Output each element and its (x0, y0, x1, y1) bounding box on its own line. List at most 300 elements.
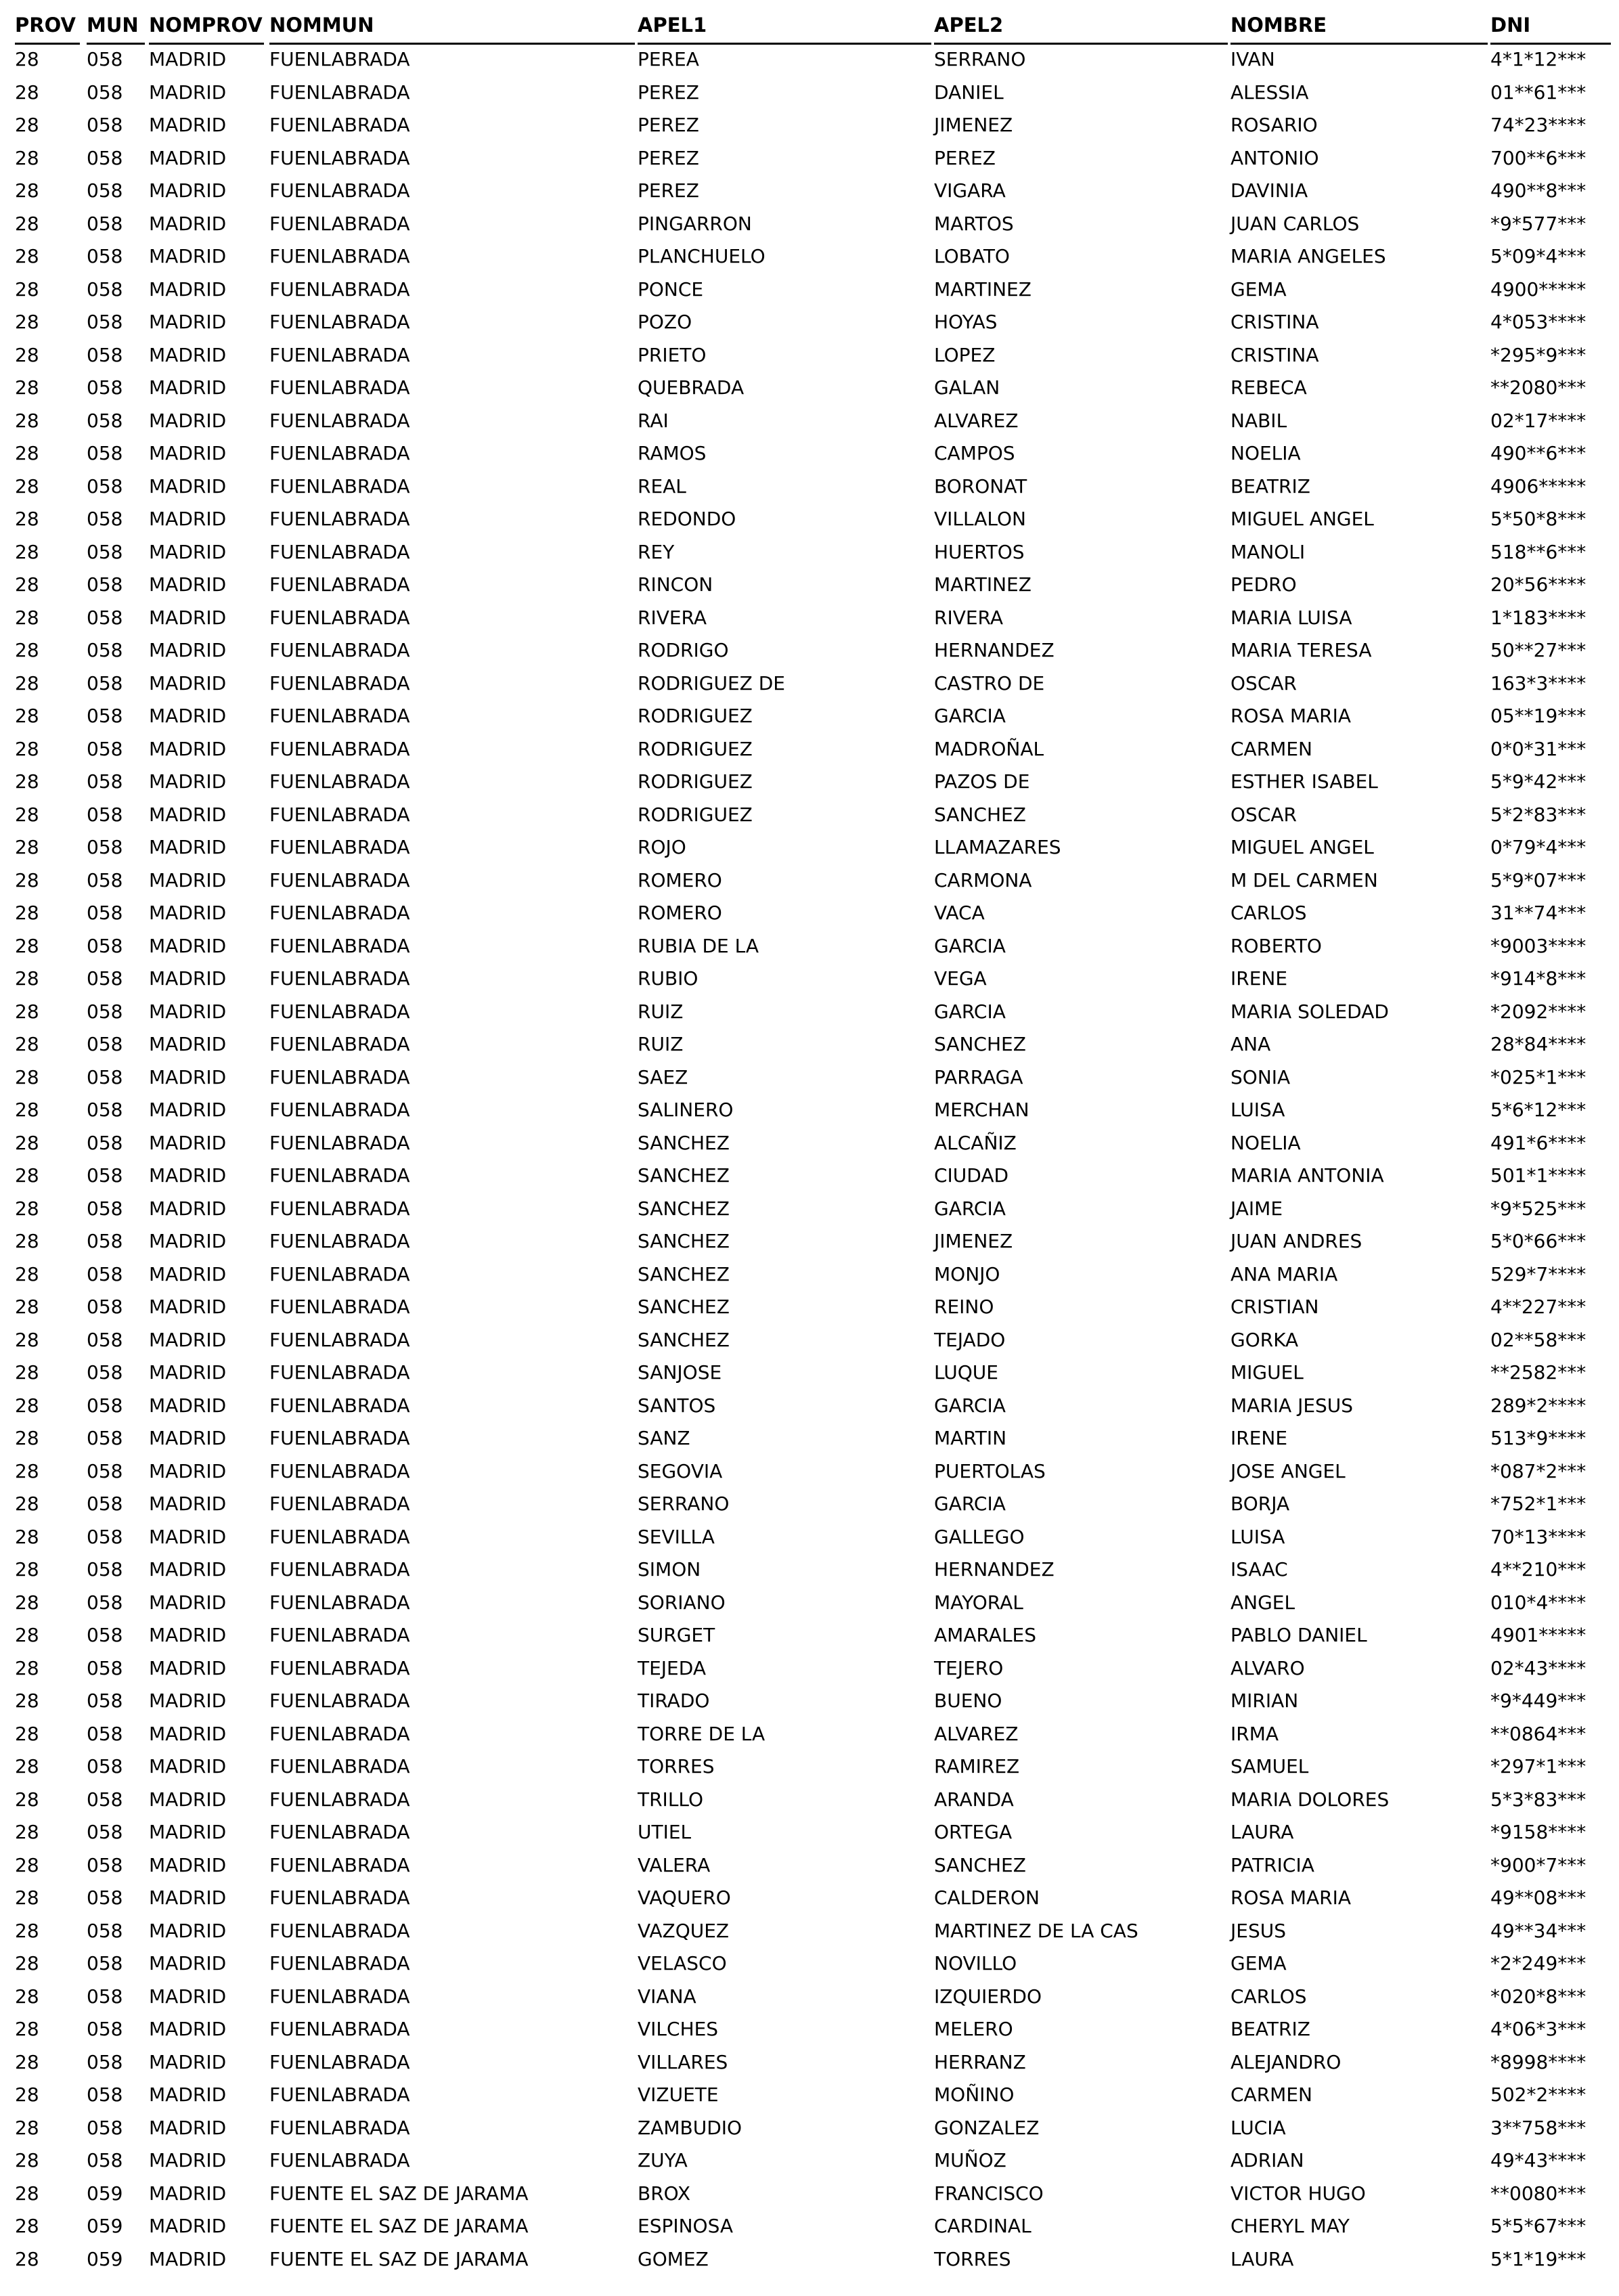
mun-cell: 058 (87, 2018, 123, 2040)
nombre-cell: ALESSIA (1230, 81, 1309, 104)
dni-cell: *295*9*** (1490, 343, 1587, 366)
table-row (9, 1390, 1612, 1423)
prov-cell: 28 (15, 1459, 39, 1482)
nombre-cell: MANOLI (1230, 540, 1306, 563)
nommun-cell: FUENLABRADA (269, 1427, 410, 1449)
nombre-cell: CRISTIAN (1230, 1296, 1319, 1318)
nombre-cell: MIGUEL ANGEL (1230, 508, 1374, 530)
nommun-cell: FUENLABRADA (269, 1755, 410, 1778)
nomprov-cell: MADRID (149, 1985, 227, 2008)
table-row (9, 1816, 1612, 1849)
apel1-cell: SEVILLA (638, 1525, 715, 1548)
prov-cell: 28 (15, 179, 39, 202)
prov-cell: 28 (15, 2050, 39, 2073)
nombre-cell: BORJA (1230, 1493, 1290, 1515)
mun-cell: 058 (87, 1099, 123, 1121)
table-row (9, 1784, 1612, 1817)
mun-cell: 058 (87, 442, 123, 464)
mun-cell: 058 (87, 1459, 123, 1482)
apel1-cell: VALERA (638, 1853, 711, 1876)
apel1-cell: SANCHEZ (638, 1262, 730, 1285)
nommun-cell: FUENLABRADA (269, 1853, 410, 1876)
dni-cell: 4*06*3*** (1490, 2018, 1587, 2040)
dni-cell: 4**210*** (1490, 1558, 1587, 1581)
mun-cell: 058 (87, 1427, 123, 1449)
dni-cell: *900*7*** (1490, 1853, 1587, 1876)
apel1-cell: GOMEZ (638, 2247, 709, 2270)
prov-cell: 28 (15, 343, 39, 366)
apel2-cell: CARDINAL (934, 2215, 1032, 2237)
nomprov-cell: MADRID (149, 1328, 227, 1351)
nommun-cell: FUENLABRADA (269, 639, 410, 661)
table-row (9, 1619, 1612, 1652)
nommun-cell: FUENLABRADA (269, 1131, 410, 1154)
dni-cell: 49*43**** (1490, 2149, 1587, 2171)
prov-cell: 28 (15, 1853, 39, 1876)
prov-cell: 28 (15, 1493, 39, 1515)
nomprov-cell: MADRID (149, 1427, 227, 1449)
column-header-nommun: NOMMUN (269, 7, 635, 43)
prov-cell: 28 (15, 770, 39, 793)
dni-cell: 49**08*** (1490, 1886, 1587, 1909)
mun-cell: 058 (87, 671, 123, 694)
apel2-cell: ALVAREZ (934, 409, 1019, 432)
nombre-cell: ADRIAN (1230, 2149, 1304, 2171)
apel1-cell: VAZQUEZ (638, 1919, 730, 1942)
nommun-cell: FUENLABRADA (269, 1361, 410, 1384)
nombre-cell: GEMA (1230, 278, 1287, 301)
dni-cell: 490**6*** (1490, 442, 1587, 464)
apel1-cell: PLANCHUELO (638, 245, 766, 267)
dni-cell: 02**58*** (1490, 1328, 1587, 1351)
nombre-cell: NOELIA (1230, 442, 1301, 464)
apel1-cell: SANCHEZ (638, 1230, 730, 1252)
apel1-cell: SURGET (638, 1624, 715, 1646)
nommun-cell: FUENLABRADA (269, 573, 410, 596)
mun-cell: 058 (87, 1065, 123, 1088)
nomprov-cell: MADRID (149, 2018, 227, 2040)
nombre-cell: VICTOR HUGO (1230, 2182, 1366, 2205)
nombre-cell: MARIA LUISA (1230, 606, 1352, 629)
apel2-cell: SANCHEZ (934, 1853, 1026, 1876)
nombre-cell: JOSE ANGEL (1230, 1459, 1346, 1482)
apel1-cell: SANTOS (638, 1394, 716, 1417)
apel1-cell: SERRANO (638, 1493, 730, 1515)
table-row (9, 2243, 1612, 2276)
mun-cell: 058 (87, 573, 123, 596)
dni-cell: 05**19*** (1490, 705, 1587, 727)
nommun-cell: FUENLABRADA (269, 278, 410, 301)
nommun-cell: FUENLABRADA (269, 409, 410, 432)
prov-cell: 28 (15, 1164, 39, 1187)
dni-cell: *752*1*** (1490, 1493, 1587, 1515)
nomprov-cell: MADRID (149, 1788, 227, 1811)
prov-cell: 28 (15, 671, 39, 694)
apel1-cell: TIRADO (638, 1690, 710, 1712)
prov-cell: 28 (15, 1262, 39, 1285)
nombre-cell: JESUS (1230, 1919, 1286, 1942)
nomprov-cell: MADRID (149, 1099, 227, 1121)
prov-cell: 28 (15, 1591, 39, 1614)
apel2-cell: GALLEGO (934, 1525, 1025, 1548)
apel2-cell: PAZOS DE (934, 770, 1030, 793)
nombre-cell: PEDRO (1230, 573, 1297, 596)
table-row (9, 1455, 1612, 1488)
nomprov-cell: MADRID (149, 1296, 227, 1318)
nommun-cell: FUENLABRADA (269, 2083, 410, 2106)
table-row (9, 1915, 1612, 1948)
table-row (9, 799, 1612, 832)
dni-cell: 5*9*07*** (1490, 868, 1587, 891)
mun-cell: 058 (87, 1361, 123, 1384)
dni-cell: *9*449*** (1490, 1690, 1587, 1712)
apel1-cell: PINGARRON (638, 212, 752, 235)
apel1-cell: PEREZ (638, 179, 699, 202)
apel2-cell: HERNANDEZ (934, 639, 1055, 661)
apel1-cell: RODRIGUEZ (638, 803, 753, 826)
nommun-cell: FUENLABRADA (269, 868, 410, 891)
mun-cell: 058 (87, 343, 123, 366)
table-row (9, 503, 1612, 536)
dni-cell: 490**8*** (1490, 179, 1587, 202)
nommun-cell: FUENLABRADA (269, 1690, 410, 1712)
dni-cell: 5*0*66*** (1490, 1230, 1587, 1252)
nombre-cell: NABIL (1230, 409, 1287, 432)
dni-cell: *025*1*** (1490, 1065, 1587, 1088)
apel2-cell: VEGA (934, 967, 987, 990)
apel1-cell: RODRIGUEZ DE (638, 671, 785, 694)
prov-cell: 28 (15, 2247, 39, 2270)
mun-cell: 058 (87, 245, 123, 267)
nomprov-cell: MADRID (149, 803, 227, 826)
nommun-cell: FUENLABRADA (269, 2018, 410, 2040)
mun-cell: 058 (87, 1230, 123, 1252)
apel1-cell: REDONDO (638, 508, 736, 530)
nommun-cell: FUENLABRADA (269, 1624, 410, 1646)
table-row (9, 1193, 1612, 1226)
mun-cell: 058 (87, 409, 123, 432)
prov-cell: 28 (15, 2083, 39, 2106)
table-row (9, 634, 1612, 667)
nomprov-cell: MADRID (149, 1886, 227, 1909)
nommun-cell: FUENLABRADA (269, 934, 410, 957)
apel2-cell: DANIEL (934, 81, 1004, 104)
table-row (9, 1028, 1612, 1061)
apel1-cell: ESPINOSA (638, 2215, 734, 2237)
apel2-cell: GARCIA (934, 934, 1006, 957)
dni-cell: **2080*** (1490, 376, 1587, 399)
prov-cell: 28 (15, 803, 39, 826)
apel1-cell: SANCHEZ (638, 1197, 730, 1220)
apel2-cell: GALAN (934, 376, 1000, 399)
nombre-cell: M DEL CARMEN (1230, 868, 1378, 891)
mun-cell: 059 (87, 2247, 123, 2270)
mun-cell: 058 (87, 1493, 123, 1515)
mun-cell: 058 (87, 2050, 123, 2073)
table-row (9, 700, 1612, 733)
dni-cell: 02*43**** (1490, 1656, 1587, 1679)
table-row (9, 273, 1612, 307)
mun-cell: 058 (87, 1919, 123, 1942)
apel2-cell: PEREZ (934, 146, 996, 169)
nomprov-cell: MADRID (149, 2247, 227, 2270)
nombre-cell: IRENE (1230, 1427, 1288, 1449)
nommun-cell: FUENLABRADA (269, 2116, 410, 2139)
apel2-cell: JIMENEZ (934, 114, 1013, 136)
nombre-cell: SONIA (1230, 1065, 1291, 1088)
nombre-cell: ROSA MARIA (1230, 1886, 1352, 1909)
nomprov-cell: MADRID (149, 311, 227, 333)
nombre-cell: CARLOS (1230, 902, 1307, 924)
prov-cell: 28 (15, 1427, 39, 1449)
apel2-cell: MARTINEZ DE LA CAS (934, 1919, 1138, 1942)
apel2-cell: FRANCISCO (934, 2182, 1044, 2205)
prov-cell: 28 (15, 868, 39, 891)
nommun-cell: FUENLABRADA (269, 737, 410, 760)
dni-cell: *9158**** (1490, 1821, 1587, 1843)
apel1-cell: RUIZ (638, 1033, 684, 1055)
column-header-dni: DNI (1490, 7, 1611, 43)
prov-cell: 28 (15, 1788, 39, 1811)
prov-cell: 28 (15, 1985, 39, 2008)
table-row (9, 2046, 1612, 2079)
mun-cell: 058 (87, 146, 123, 169)
mun-cell: 058 (87, 1952, 123, 1974)
table-row (9, 2210, 1612, 2243)
dni-cell: 501*1**** (1490, 1164, 1587, 1187)
table-row (9, 1685, 1612, 1718)
nommun-cell: FUENLABRADA (269, 114, 410, 136)
table-row (9, 2013, 1612, 2046)
nombre-cell: LUCIA (1230, 2116, 1286, 2139)
nommun-cell: FUENLABRADA (269, 1197, 410, 1220)
nomprov-cell: MADRID (149, 1230, 227, 1252)
nommun-cell: FUENLABRADA (269, 967, 410, 990)
nommun-cell: FUENLABRADA (269, 1525, 410, 1548)
mun-cell: 058 (87, 1853, 123, 1876)
apel1-cell: RODRIGUEZ (638, 705, 753, 727)
prov-cell: 28 (15, 737, 39, 760)
nombre-cell: PABLO DANIEL (1230, 1624, 1367, 1646)
nombre-cell: MIGUEL (1230, 1361, 1304, 1384)
table-row (9, 602, 1612, 635)
nomprov-cell: MADRID (149, 868, 227, 891)
table-row (9, 2112, 1612, 2145)
nombre-cell: ANA (1230, 1033, 1271, 1055)
dni-cell: 49**34*** (1490, 1919, 1587, 1942)
table-row (9, 240, 1612, 273)
mun-cell: 058 (87, 1033, 123, 1055)
dni-cell: *8998**** (1490, 2050, 1587, 2073)
nommun-cell: FUENLABRADA (269, 245, 410, 267)
nommun-cell: FUENTE EL SAZ DE JARAMA (269, 2247, 529, 2270)
nombre-cell: MARIA SOLEDAD (1230, 1000, 1389, 1023)
mun-cell: 058 (87, 1262, 123, 1285)
nommun-cell: FUENLABRADA (269, 48, 410, 70)
table-row (9, 536, 1612, 569)
table-row (9, 864, 1612, 898)
apel2-cell: LOPEZ (934, 343, 996, 366)
mun-cell: 058 (87, 1985, 123, 2008)
dni-cell: 502*2**** (1490, 2083, 1587, 2106)
dni-cell: 50**27*** (1490, 639, 1587, 661)
nombre-cell: JUAN ANDRES (1230, 1230, 1362, 1252)
dni-cell: 01**61*** (1490, 81, 1587, 104)
nommun-cell: FUENLABRADA (269, 1722, 410, 1745)
nomprov-cell: MADRID (149, 81, 227, 104)
apel1-cell: PEREA (638, 48, 699, 70)
prov-cell: 28 (15, 474, 39, 498)
nomprov-cell: MADRID (149, 376, 227, 399)
apel2-cell: GARCIA (934, 1493, 1006, 1515)
table-row (9, 1225, 1612, 1258)
nommun-cell: FUENLABRADA (269, 1262, 410, 1285)
nombre-cell: ROBERTO (1230, 934, 1322, 957)
dni-cell: *297*1*** (1490, 1755, 1587, 1778)
dni-cell: 163*3**** (1490, 671, 1587, 694)
nommun-cell: FUENLABRADA (269, 1919, 410, 1942)
nomprov-cell: MADRID (149, 737, 227, 760)
nomprov-cell: MADRID (149, 343, 227, 366)
mun-cell: 058 (87, 606, 123, 629)
table-row (9, 1849, 1612, 1882)
table-row (9, 372, 1612, 405)
nommun-cell: FUENLABRADA (269, 540, 410, 563)
apel1-cell: PEREZ (638, 146, 699, 169)
nommun-cell: FUENLABRADA (269, 1985, 410, 2008)
apel1-cell: REY (638, 540, 675, 563)
nombre-cell: ALVARO (1230, 1656, 1305, 1679)
nomprov-cell: MADRID (149, 1591, 227, 1614)
dni-cell: 5*3*83*** (1490, 1788, 1587, 1811)
table-row (9, 175, 1612, 208)
dni-cell: *087*2*** (1490, 1459, 1587, 1482)
prov-cell: 28 (15, 1624, 39, 1646)
prov-cell: 28 (15, 2018, 39, 2040)
table-row (9, 897, 1612, 930)
nomprov-cell: MADRID (149, 606, 227, 629)
mun-cell: 058 (87, 1788, 123, 1811)
apel2-cell: LOBATO (934, 245, 1010, 267)
prov-cell: 28 (15, 934, 39, 957)
prov-cell: 28 (15, 1952, 39, 1974)
table-row (9, 1882, 1612, 1915)
apel2-cell: SANCHEZ (934, 803, 1026, 826)
table-row (9, 437, 1612, 470)
apel1-cell: SANCHEZ (638, 1328, 730, 1351)
dni-cell: 491*6**** (1490, 1131, 1587, 1154)
mun-cell: 058 (87, 2083, 123, 2106)
nommun-cell: FUENLABRADA (269, 1164, 410, 1187)
nombre-cell: IRMA (1230, 1722, 1279, 1745)
apel2-cell: MELERO (934, 2018, 1013, 2040)
apel1-cell: RODRIGUEZ (638, 737, 753, 760)
table-row (9, 1094, 1612, 1127)
prov-cell: 28 (15, 1919, 39, 1942)
prov-cell: 28 (15, 639, 39, 661)
column-header-mun: MUN (87, 7, 145, 43)
nommun-cell: FUENLABRADA (269, 1099, 410, 1121)
mun-cell: 058 (87, 1296, 123, 1318)
prov-cell: 28 (15, 442, 39, 464)
nommun-cell: FUENLABRADA (269, 1000, 410, 1023)
dni-cell: 0*0*31*** (1490, 737, 1587, 760)
nombre-cell: MARIA ANGELES (1230, 245, 1386, 267)
prov-cell: 28 (15, 1131, 39, 1154)
nommun-cell: FUENLABRADA (269, 1459, 410, 1482)
mun-cell: 058 (87, 705, 123, 727)
apel2-cell: GONZALEZ (934, 2116, 1040, 2139)
prov-cell: 28 (15, 1656, 39, 1679)
nomprov-cell: MADRID (149, 508, 227, 530)
prov-cell: 28 (15, 1821, 39, 1843)
apel1-cell: RODRIGO (638, 639, 729, 661)
apel1-cell: POZO (638, 311, 692, 333)
apel2-cell: SERRANO (934, 48, 1026, 70)
apel2-cell: MARTOS (934, 212, 1014, 235)
prov-cell: 28 (15, 278, 39, 301)
nomprov-cell: MADRID (149, 1493, 227, 1515)
prov-cell: 28 (15, 1394, 39, 1417)
dni-cell: 5*9*42*** (1490, 770, 1587, 793)
nommun-cell: FUENLABRADA (269, 1886, 410, 1909)
prov-cell: 28 (15, 409, 39, 432)
prov-cell: 28 (15, 967, 39, 990)
apel2-cell: IZQUIERDO (934, 1985, 1042, 2008)
nombre-cell: GEMA (1230, 1952, 1287, 1974)
nomprov-cell: MADRID (149, 1361, 227, 1384)
apel2-cell: CAMPOS (934, 442, 1015, 464)
apel1-cell: QUEBRADA (638, 376, 745, 399)
nombre-cell: ESTHER ISABEL (1230, 770, 1378, 793)
apel1-cell: SANCHEZ (638, 1164, 730, 1187)
mun-cell: 058 (87, 902, 123, 924)
nomprov-cell: MADRID (149, 1197, 227, 1220)
prov-cell: 28 (15, 540, 39, 563)
table-row (9, 1258, 1612, 1292)
mun-cell: 058 (87, 212, 123, 235)
table-row (9, 142, 1612, 175)
apel2-cell: MAYORAL (934, 1591, 1023, 1614)
nombre-cell: DAVINIA (1230, 179, 1308, 202)
prov-cell: 28 (15, 508, 39, 530)
dni-cell: 28*84**** (1490, 1033, 1587, 1055)
dni-cell: 518**6*** (1490, 540, 1587, 563)
apel1-cell: RUIZ (638, 1000, 684, 1023)
mun-cell: 058 (87, 1164, 123, 1187)
dni-cell: 4*1*12*** (1490, 48, 1587, 70)
mun-cell: 058 (87, 737, 123, 760)
nombre-cell: IRENE (1230, 967, 1288, 990)
prov-cell: 28 (15, 1033, 39, 1055)
apel2-cell: LLAMAZARES (934, 836, 1061, 858)
mun-cell: 058 (87, 1131, 123, 1154)
nombre-cell: BEATRIZ (1230, 474, 1310, 498)
nombre-cell: LAURA (1230, 1821, 1294, 1843)
table-row (9, 76, 1612, 110)
mun-cell: 058 (87, 508, 123, 530)
nommun-cell: FUENLABRADA (269, 836, 410, 858)
nommun-cell: FUENLABRADA (269, 1656, 410, 1679)
nombre-cell: OSCAR (1230, 803, 1297, 826)
table-row (9, 1061, 1612, 1095)
column-header-prov: PROV (15, 7, 80, 43)
apel2-cell: RIVERA (934, 606, 1004, 629)
nomprov-cell: MADRID (149, 1065, 227, 1088)
dni-cell: 5*2*83*** (1490, 803, 1587, 826)
mun-cell: 058 (87, 474, 123, 498)
dni-cell: 529*7**** (1490, 1262, 1587, 1285)
